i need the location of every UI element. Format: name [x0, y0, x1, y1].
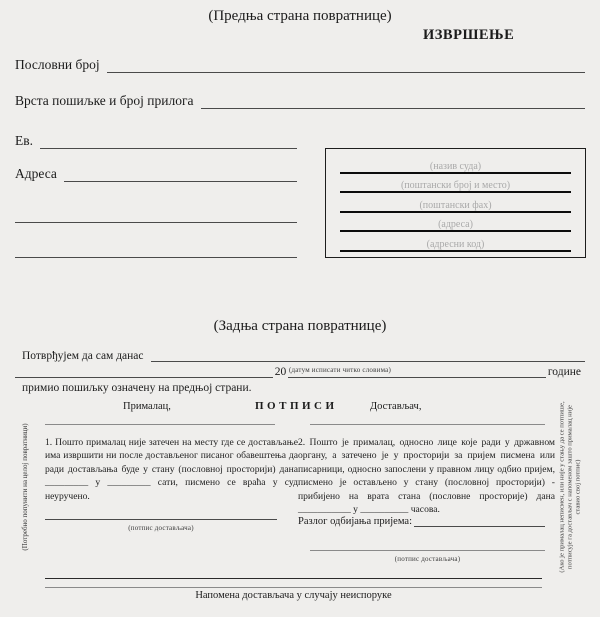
signatures-title: ПОТПИСИ: [255, 400, 338, 412]
left-signature-hint: (потпис достављача): [128, 524, 194, 532]
business-number-blank-line: [107, 70, 585, 73]
address-code-label: (адресни код): [426, 238, 485, 250]
shipment-type-blank-line: [201, 106, 586, 109]
ev-field: [15, 133, 297, 149]
right-sidenote: (Ако је прималац неписмен, или није у стању да се потпише, потписује га достављач с напоменом зашто прималац није ставио свој потпис): [558, 401, 583, 573]
address-blank-line: [64, 179, 297, 182]
received-text: примио пошиљку означену на предњој страни.: [22, 382, 252, 394]
year-blank-line-short: [288, 375, 546, 378]
postal-code-city-row: [340, 174, 571, 194]
footer-line-2: [45, 587, 542, 588]
po-box-row: [340, 193, 571, 213]
left-deliverer-signature-line: [45, 519, 277, 520]
address-extra-line-2: [15, 257, 297, 258]
refusal-label: Разлог одбијања пријема:: [298, 516, 412, 527]
address-code-row: [340, 232, 571, 252]
front-section-title: (Предња страна повратнице): [208, 8, 392, 24]
ev-label: Ев.: [15, 133, 33, 148]
execution-heading: ИЗВРШЕЊЕ: [423, 27, 515, 43]
refusal-signature-line: [310, 550, 545, 551]
postal-code-city-label: (поштански број и место): [400, 180, 511, 191]
shipment-type-label: Врста пошиљке и број прилога: [15, 93, 194, 108]
clause-1: 1. Пошто прималац није затечен на месту где се достављање има извршити ни после достављеног писаног обавештења да ради достављања буде у стану (пословној просторији) дана _________ у _________ сати, писмено се враћа у суд неуручено.: [45, 437, 298, 502]
po-box-label: (поштански фах): [419, 199, 492, 211]
refusal-blank-line: [414, 524, 545, 527]
address-extra-line-1: [15, 222, 297, 223]
address-label: Адреса: [15, 166, 57, 181]
business-number-field: [15, 57, 585, 73]
date-hint: (датум исписати читко словима): [289, 366, 391, 374]
refusal-field: [298, 516, 545, 527]
court-address-label: (адреса): [438, 219, 473, 230]
address-field: [15, 166, 297, 182]
ev-blank-line: [40, 146, 297, 149]
confirm-date-field: [22, 350, 585, 362]
year-field: [15, 366, 583, 378]
year-suffix: године: [547, 366, 581, 378]
shipment-type-field: [15, 93, 585, 109]
court-name-label: (назив суда): [429, 160, 482, 172]
confirm-label: Потврђујем да сам данас: [22, 350, 144, 362]
non-delivery-note-label: Напомена достављача у случају неиспоруке: [195, 590, 392, 601]
left-sidenote: (Потребно попунити на целој повратници): [21, 423, 29, 551]
footer-line-1: [45, 578, 542, 579]
deliverer-signature-line: [310, 424, 545, 425]
deliverer-label: Достављач,: [370, 401, 422, 412]
clause-2: 2. Пошто је прималац, односно лице које ради у државном органу, а затечено је у просторији за пријем писмена или писарници, односно запослени у правном лицу одбио пријем, писмено је остављено у стану (пословној просторији) - прибијено на врата стана (пословне просторије) дана ___________ у __________ часова.: [298, 437, 555, 516]
court-address-row: [340, 213, 571, 233]
year-prefix: 20: [274, 366, 287, 378]
recipient-label: Прималац,: [123, 401, 171, 412]
confirm-date-blank-line: [151, 359, 585, 362]
court-name-row: [340, 154, 571, 174]
refusal-signature-hint: (потпис достављача): [394, 555, 461, 563]
back-section-title: (Задња страна повратнице): [213, 318, 387, 334]
business-number-label: Пословни број: [15, 57, 100, 72]
year-blank-line-long: [15, 375, 273, 378]
court-address-box: [325, 148, 586, 258]
recipient-signature-line: [45, 424, 275, 425]
